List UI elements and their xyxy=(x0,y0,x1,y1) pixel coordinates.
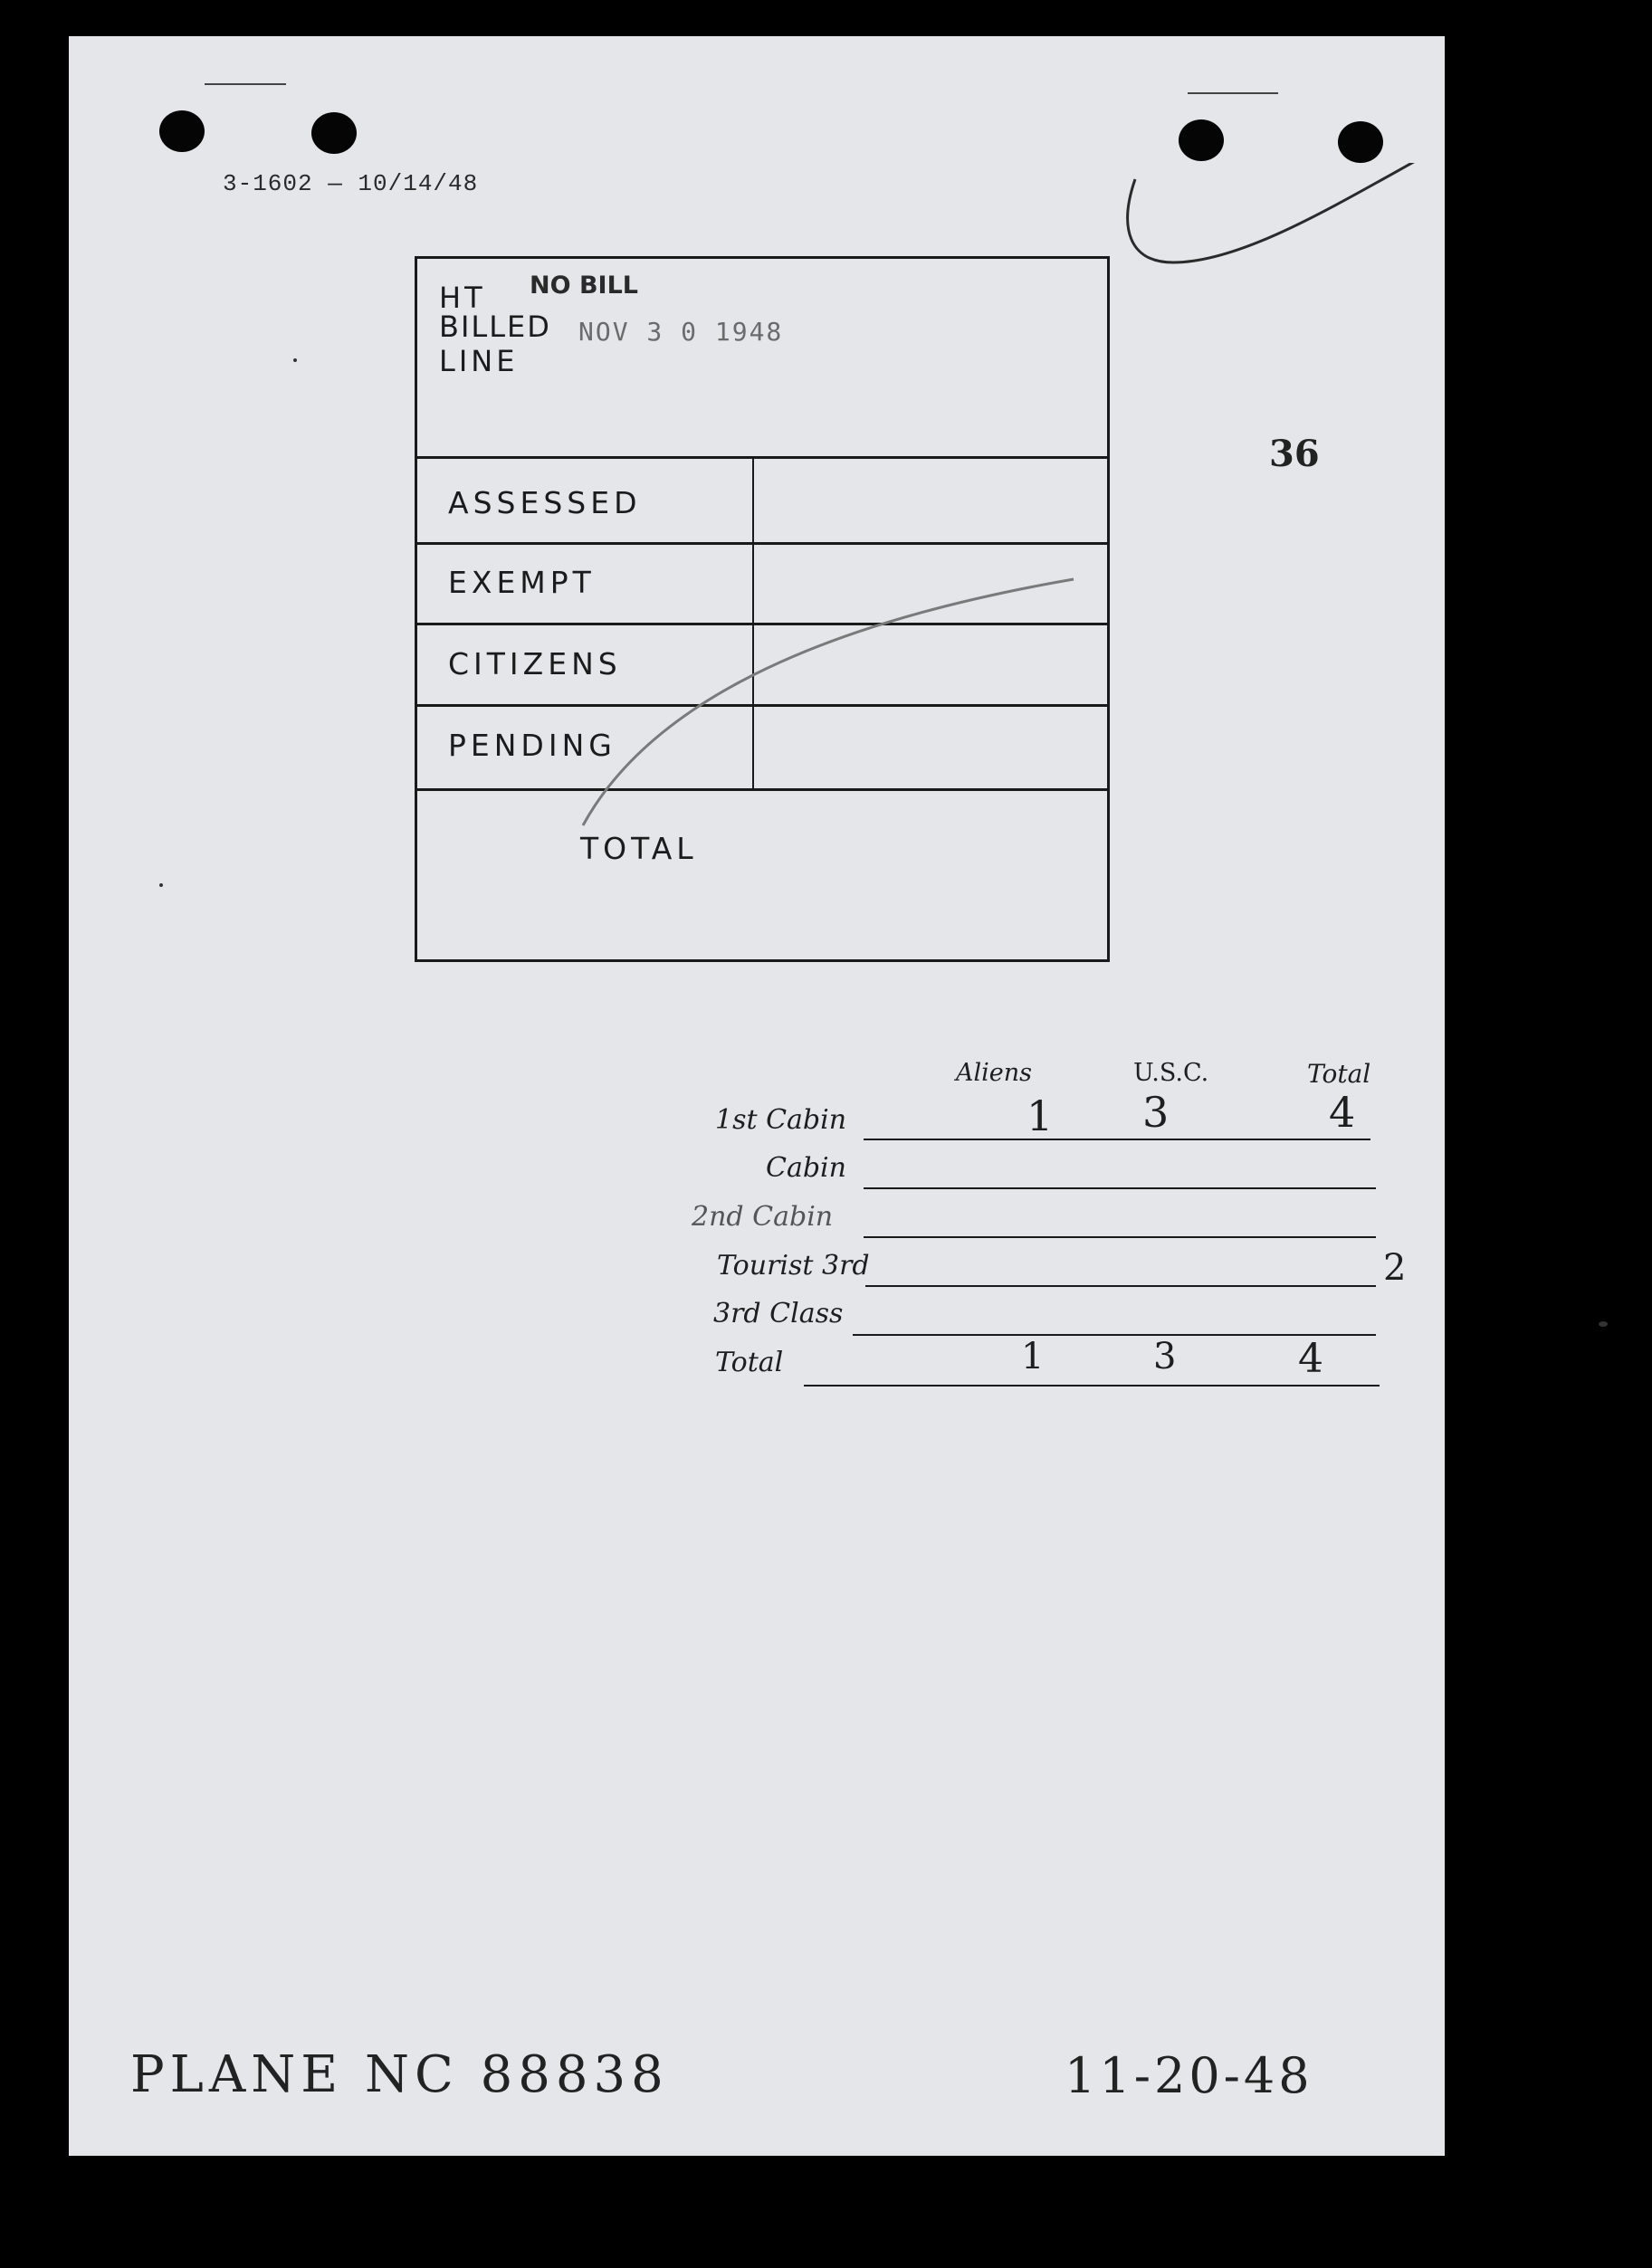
tally-total-usc: 3 xyxy=(1153,1336,1177,1377)
date-stamp: NOV 3 0 1948 xyxy=(578,317,784,347)
page-number: 36 xyxy=(1269,433,1320,475)
pencil-swoosh xyxy=(1119,163,1445,371)
row-pending: PENDING xyxy=(448,728,616,763)
stamp-line-ht: HT xyxy=(439,281,486,315)
tally-total-aliens: 1 xyxy=(1021,1336,1045,1377)
stamp-line-billed: BILLED xyxy=(439,310,551,344)
punch-hole xyxy=(1338,121,1383,163)
punch-hole xyxy=(1179,119,1224,161)
row-assessed: ASSESSED xyxy=(448,485,642,520)
document-page xyxy=(69,36,1445,2156)
plane-number: PLANE NC 88838 xyxy=(130,2045,669,2104)
tally-label-cabin: Cabin xyxy=(766,1152,846,1184)
col-total: Total xyxy=(1307,1059,1371,1089)
margin-mark: 2 xyxy=(1383,1247,1407,1289)
tally-label-3rd-class: 3rd Class xyxy=(713,1298,844,1329)
tally-label-tourist: Tourist 3rd xyxy=(717,1250,870,1282)
tally-label-total: Total xyxy=(715,1347,784,1378)
punch-hole xyxy=(311,112,357,154)
no-bill-stamp: NO BILL xyxy=(530,272,638,300)
tally-1st-aliens: 1 xyxy=(1027,1091,1054,1140)
tally-1st-usc: 3 xyxy=(1142,1088,1170,1137)
col-aliens: Aliens xyxy=(956,1059,1032,1087)
row-total: TOTAL xyxy=(580,831,698,866)
tally-label-1st-cabin: 1st Cabin xyxy=(715,1104,847,1136)
row-citizens: CITIZENS xyxy=(448,646,622,681)
file-reference: 3-1602 — 10/14/48 xyxy=(223,170,479,197)
row-exempt: EXEMPT xyxy=(448,565,596,600)
pencil-strike xyxy=(576,570,1083,842)
col-usc: U.S.C. xyxy=(1133,1059,1209,1087)
punch-hole xyxy=(159,110,205,152)
tally-total-total: 4 xyxy=(1298,1336,1323,1382)
tally-1st-total: 4 xyxy=(1329,1088,1356,1137)
footer-date: 11-20-48 xyxy=(1065,2047,1313,2104)
stamp-line-line: LINE xyxy=(439,344,519,378)
tally-label-2nd-cabin: 2nd Cabin xyxy=(692,1201,834,1233)
